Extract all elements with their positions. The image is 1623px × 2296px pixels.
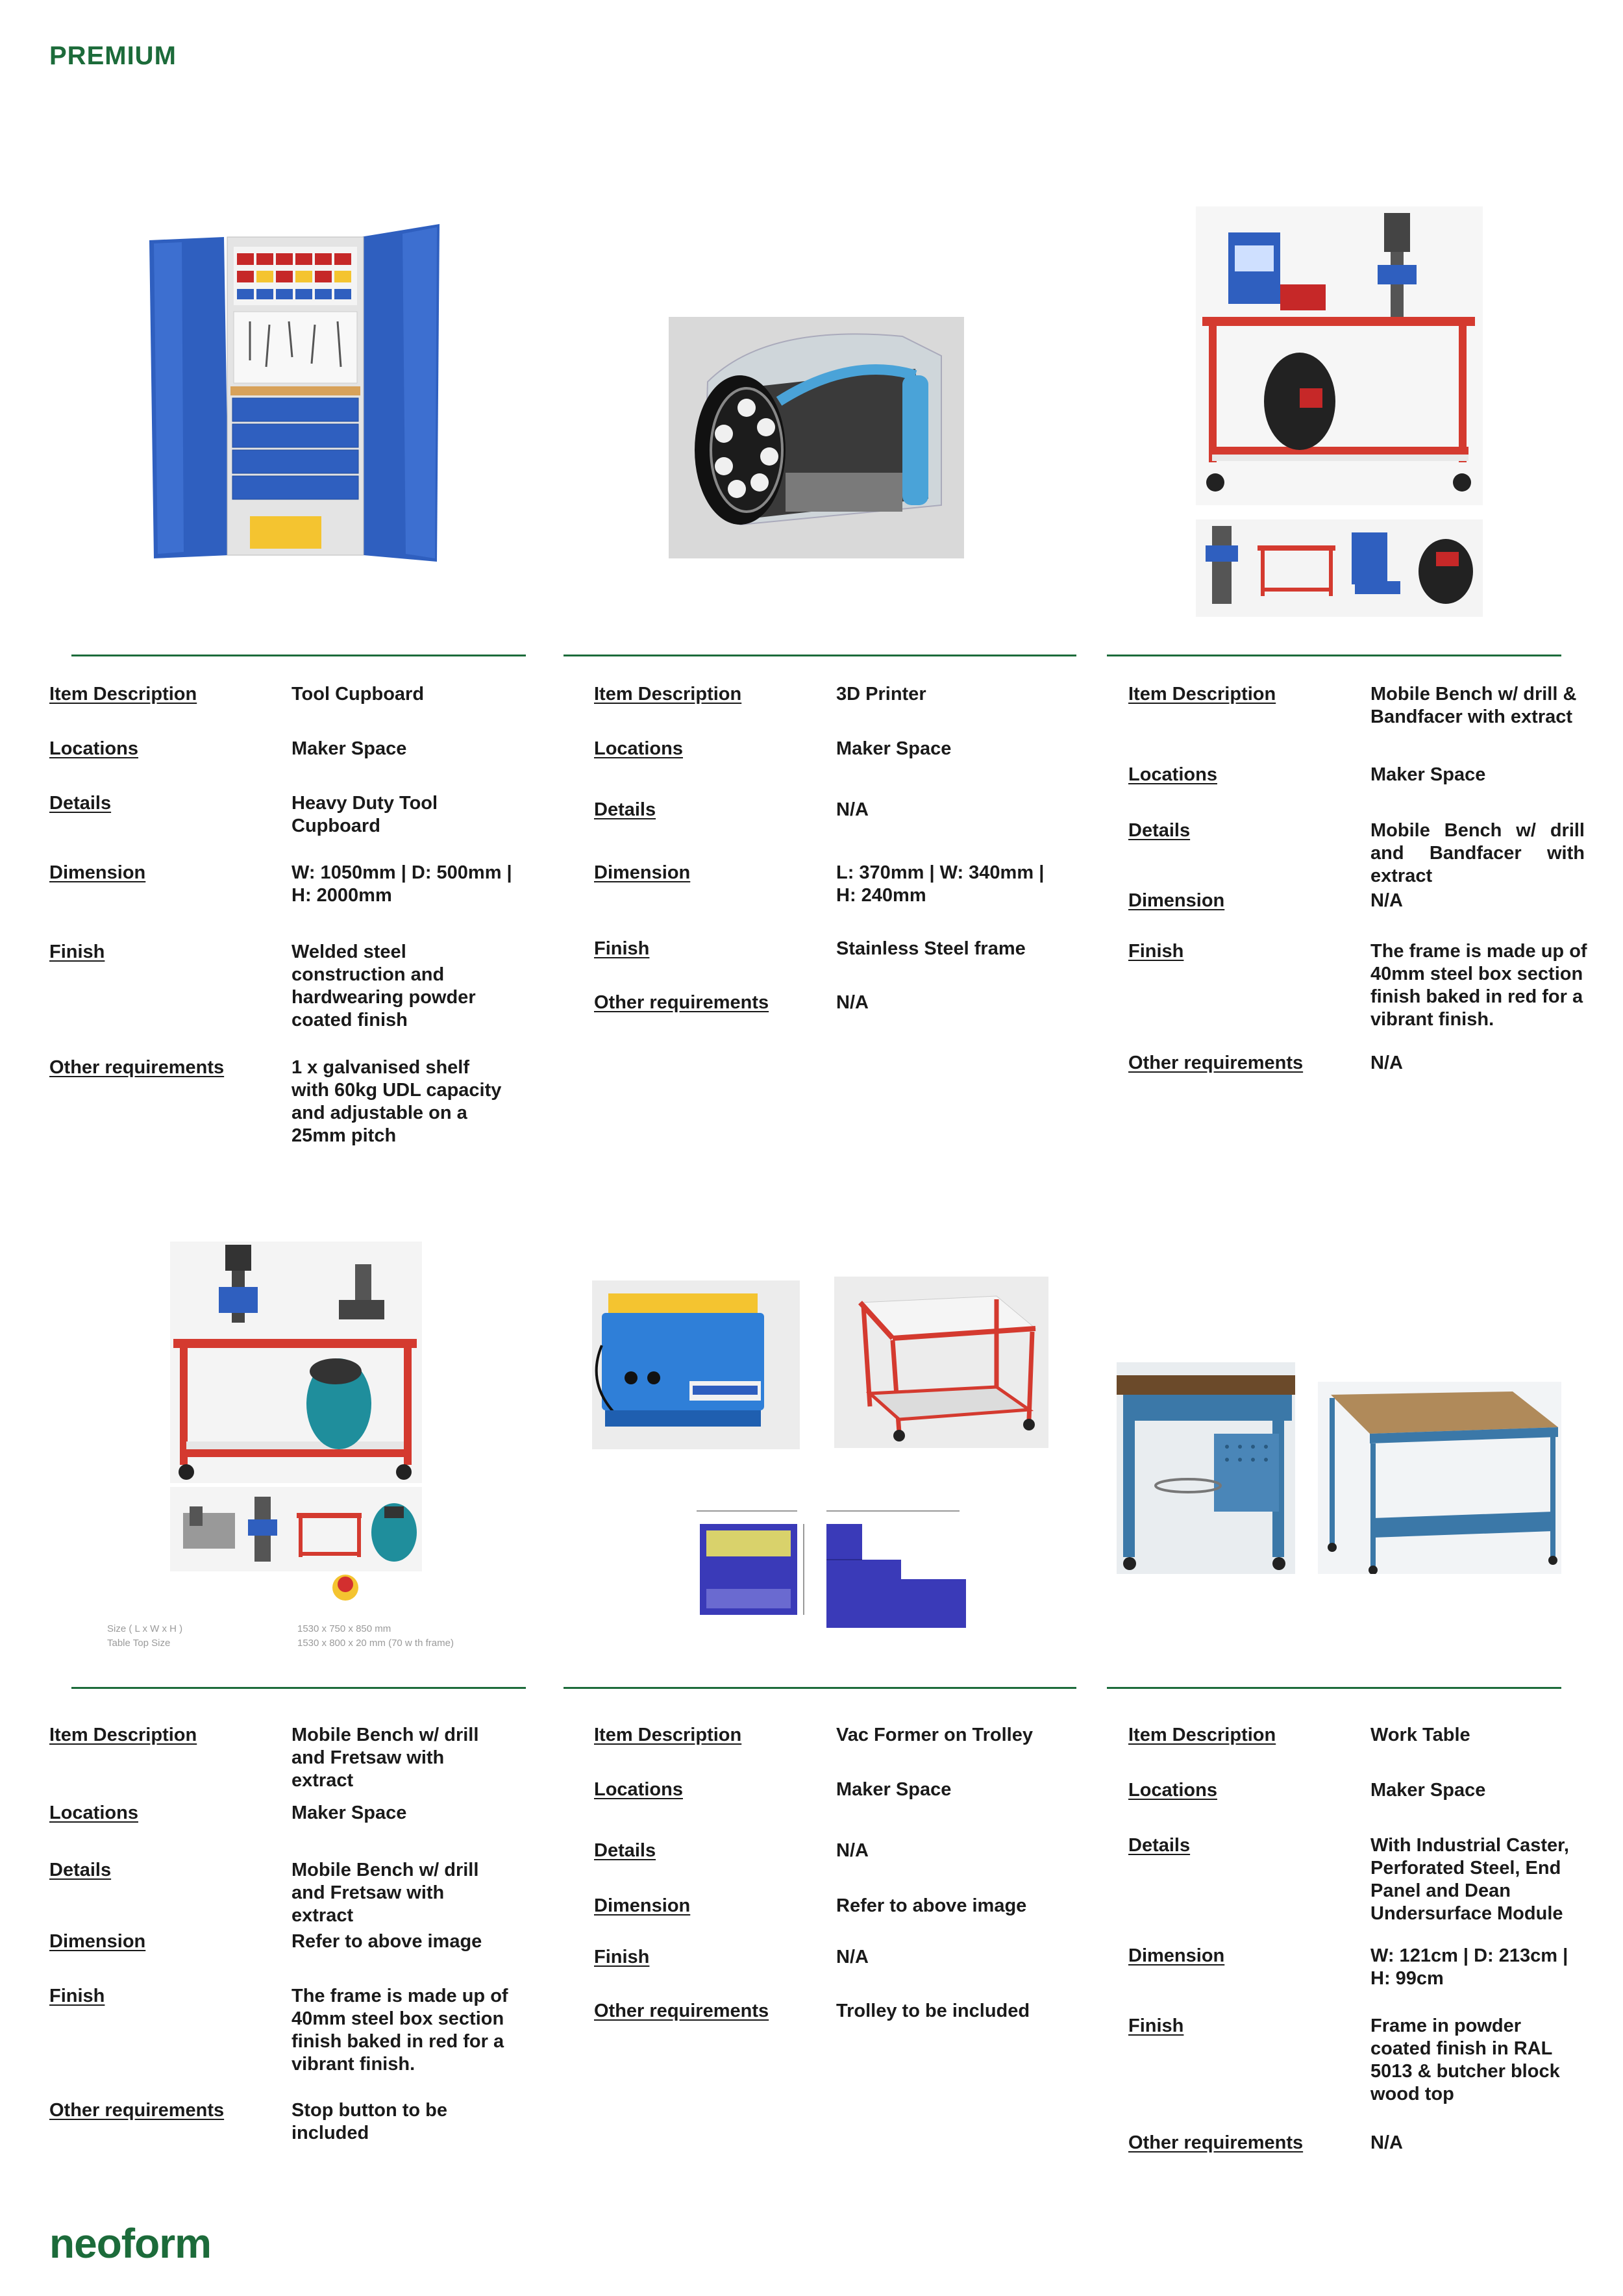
divider-rule [71,1687,526,1689]
value-other-requirements: Trolley to be included [836,2001,1030,2021]
value-dimension: N/A [1370,890,1403,911]
work-table-image [1117,1362,1295,1574]
label-locations: Locations [49,1803,138,1823]
spec-table-tool-cupboard [49,683,530,1190]
value-details: N/A [836,799,869,820]
table-top-caption-value: 1530 x 800 x 20 mm (70 w th frame) [297,1638,454,1649]
bench-fretsaw-image [170,1242,422,1483]
value-dimension: L: 370mm | W: 340mm | H: 240mm [836,862,1045,906]
label-details: Details [49,1860,112,1880]
label-finish: Finish [1128,2015,1184,2036]
value-other-requirements: 1 x galvanised shelf with 60kg UDL capacity and adjustable on a 25mm pitch [291,1057,502,1146]
value-other-requirements: N/A [1370,2132,1403,2153]
value-finish: N/A [836,1947,869,1967]
label-locations: Locations [594,1779,683,1800]
label-locations: Locations [1128,1780,1217,1801]
label-locations: Locations [594,738,683,759]
neoform-logo: neoform [49,2220,211,2267]
value-details: Heavy Duty Tool Cupboard [291,793,438,836]
label-item-description: Item Description [49,684,197,705]
label-finish: Finish [49,1986,105,2006]
label-item-description: Item Description [594,684,742,705]
value-item-description: Work Table [1370,1725,1470,1745]
value-locations: Maker Space [291,1803,407,1823]
label-other-requirements: Other requirements [1128,1053,1304,1073]
value-dimension: Refer to above image [291,1931,482,1952]
3d-printer-image [669,317,964,558]
value-item-description: Tool Cupboard [291,684,425,705]
label-finish: Finish [594,1947,650,1967]
value-finish: The frame is made up of 40mm steel box section finish baked in red for a vibrant finish. [1370,941,1587,1030]
label-details: Details [594,799,656,820]
value-locations: Maker Space [1370,1780,1486,1801]
label-other-requirements: Other requirements [1128,2132,1304,2153]
label-other-requirements: Other requirements [594,992,769,1013]
label-item-description: Item Description [1128,1725,1276,1745]
label-dimension: Dimension [594,862,691,883]
label-other-requirements: Other requirements [49,2100,225,2121]
value-locations: Maker Space [836,738,952,759]
divider-rule [564,1687,1076,1689]
label-details: Details [49,793,112,814]
tool-cupboard-image [146,218,445,571]
value-item-description: Vac Former on Trolley [836,1725,1033,1745]
vac-former-image [592,1280,800,1449]
value-finish: Stainless Steel frame [836,938,1026,959]
value-finish: Welded steel construction and hardwearing powder coated finish [291,942,476,1030]
value-locations: Maker Space [1370,764,1486,785]
page-heading: PREMIUM [49,42,177,70]
label-other-requirements: Other requirements [49,1057,225,1078]
fretsaw-components-image [170,1487,422,1604]
spec-table-vac-former [594,1724,1074,2049]
label-details: Details [1128,1835,1191,1856]
value-finish: The frame is made up of 40mm steel box section finish baked in red for a vibrant finish. [291,1986,508,2075]
table-top-caption-label: Table Top Size [107,1638,171,1649]
value-dimension: Refer to above image [836,1895,1027,1916]
value-item-description: Mobile Bench w/ drill & Bandfacer with extract [1370,684,1577,727]
divider-rule [1107,1687,1561,1689]
value-item-description: Mobile Bench w/ drill and Fretsaw with extract [291,1725,479,1791]
size-caption-label: Size ( L x W x H ) [107,1623,183,1634]
value-other-requirements: Stop button to be included [291,2100,447,2143]
work-table-image [1318,1382,1561,1574]
spec-table-bench-bandfacer [1128,683,1609,1138]
divider-rule [564,655,1076,656]
value-other-requirements: N/A [1370,1053,1403,1073]
value-item-description: 3D Printer [836,684,926,705]
label-dimension: Dimension [1128,890,1225,911]
label-item-description: Item Description [49,1725,197,1745]
value-dimension: W: 1050mm | D: 500mm | H: 2000mm [291,862,512,906]
label-item-description: Item Description [594,1725,742,1745]
label-dimension: Dimension [1128,1945,1225,1966]
label-locations: Locations [49,738,138,759]
divider-rule [1107,655,1561,656]
label-dimension: Dimension [594,1895,691,1916]
trolley-image [834,1277,1048,1448]
spec-table-work-table [1128,1724,1609,2178]
label-finish: Finish [1128,941,1184,962]
value-details: N/A [836,1840,869,1861]
label-dimension: Dimension [49,1931,146,1952]
label-dimension: Dimension [49,862,146,883]
spec-table-bench-fretsaw [49,1724,530,2178]
vac-former-drawing [687,1501,979,1638]
value-finish: Frame in powder coated finish in RAL 5013 & butcher block wood top [1370,2015,1560,2104]
value-other-requirements: N/A [836,992,869,1013]
value-details: Mobile Bench w/ drill and Bandfacer with extract [1370,820,1585,886]
value-details: With Industrial Caster, Perforated Steel, End Panel and Dean Undersurface Module [1370,1835,1569,1924]
value-locations: Maker Space [291,738,407,759]
value-locations: Maker Space [836,1779,952,1800]
value-dimension: W: 121cm | D: 213cm | H: 99cm [1370,1945,1568,1989]
label-item-description: Item Description [1128,684,1276,705]
value-details: Mobile Bench w/ drill and Fretsaw with extract [291,1860,479,1926]
bench-bandfacer-image [1196,206,1483,505]
label-details: Details [594,1840,656,1861]
bench-components-image [1196,519,1483,617]
label-finish: Finish [49,942,105,962]
label-other-requirements: Other requirements [594,2001,769,2021]
spec-table-3d-printer [594,683,1074,1073]
label-finish: Finish [594,938,650,959]
size-caption-value: 1530 x 750 x 850 mm [297,1623,391,1634]
divider-rule [71,655,526,656]
label-locations: Locations [1128,764,1217,785]
label-details: Details [1128,820,1191,841]
